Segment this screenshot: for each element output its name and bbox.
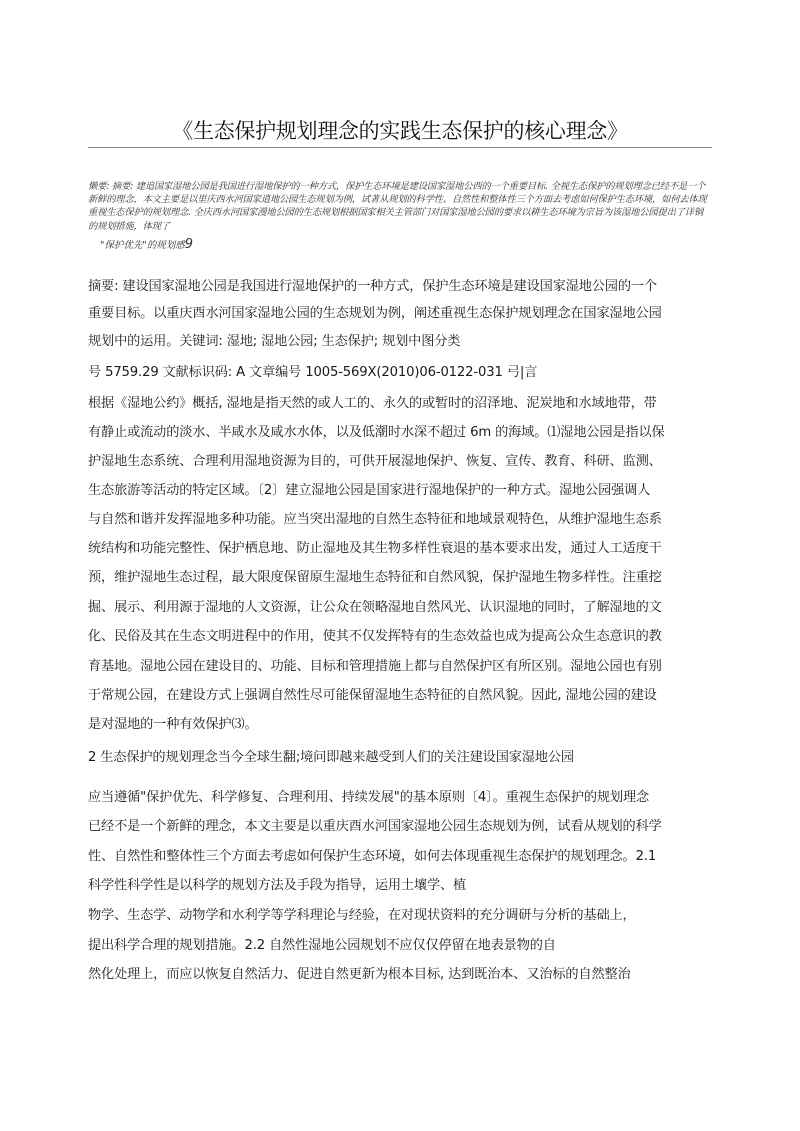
section-heading: 2 生态保护的规划理念当今全球生翻;境问即越来越受到人们的关注建设国家湿地公园 [88, 750, 574, 765]
body-line: 重要目标。以重庆酉水河国家湿地公园的生态规划为例，阐述重视生态保护规划理念在国家湿地公园 [88, 306, 662, 321]
body-line: 有静止或流动的淡水、半咸水及咸水水体，以及低潮时水深不超过 6m 的海域。⑴湿地公园是指以保 [88, 425, 665, 440]
abstract-box: 懒要: 摘要: 建追国家湿地公园是我国进行湿地保护的一种方式，保护生态环境是建设国家湿地公西的一个重要目标. 全视生态保护的规划理念已经不是一个新鲜的理念，本文主要是以里庆西水河国家逍地公园生态规划为例，试著从规划的科学性、自然性和整体性三个方面去考虑如何保护生态环境，如何去体现重视生态保护的规划理念. 全庆西水河国家漫地公园的生态规划根据国家相关主管部门对国家湿地公园的要求以耕生态环境为宗旨为该湿地公园提出了详铜的规划措施，体现了 [88, 181, 707, 232]
body-line: 摘要: 建设国家湿地公园是我国进行湿地保护的一种方式，保护生态环境是建设国家湿地公园的一个 [88, 279, 657, 294]
body-line: 号 5759.29 文献标识码: A 文章编号 1005-569X(2010)06-0122-031 弓|言 [88, 365, 538, 380]
body-line: 于常规公园，在建设方式上强调自然性尽可能保留湿地生态特征的自然风貌。因此, 湿地公园的建设 [88, 688, 657, 703]
body-line: 已经不是一个新鲜的理念，本文主要是以重庆酉水河国家湿地公园生态规划为例，试看从规划的科学 [88, 819, 662, 834]
body-line: 然化处理上，而应以恢复自然活力、促进自然更新为根本目标, 达到既治本、又治标的自然整治 [88, 967, 631, 982]
body-line: 科学性科学性是以科学的规划方法及手段为指导，运用土壤学、植 [88, 878, 467, 893]
abstract-tail [100, 238, 700, 253]
body-line: 性、自然性和整体性三个方面去考虑如何保护生态环境，如何去体现重视生态保护的规划理念。2.1 [88, 849, 657, 864]
body-line: 应当遵循"保护优先、科学修复、合理利用、持续发展"的基本原则〔4〕。重视生态保护的规划理念 [88, 790, 650, 805]
body-line: 统结构和功能完整性、保护栖息地、防止湿地及其生物多样性衰退的基本要求出发，通过人工适度干 [88, 541, 662, 556]
abstract-tail-mark: 9 [184, 237, 194, 252]
body-line: 育基地。湿地公园在建设目的、功能、目标和管理措施上都与自然保护区有所区别。湿地公园也有别 [88, 659, 662, 674]
body-line: 掘、展示、利用源于湿地的人文资源，让公众在领略湿地自然风光、认识湿地的同时，了解湿地的文 [88, 600, 662, 615]
body-line: 是对湿地的一种有效保护⑶。 [88, 717, 258, 732]
body-line: 生态旅游等活动的特定区域。〔2〕建立湿地公园是国家进行湿地保护的一种方式。湿地公园强调人 [88, 483, 651, 498]
document-title: 《生态保护规划理念的实践生态保护的核心理念》 [172, 119, 628, 143]
title-divider [88, 147, 712, 148]
body-line: 化、民俗及其在生态文明进程中的作用，使其不仅发挥特有的生态效益也成为提高公众生态意识的教 [88, 629, 662, 644]
body-line: 根据《湿地公约》概括, 湿地是指天然的或人工的、永久的或暂时的沼泽地、泥炭地和水域地带，带 [88, 396, 657, 411]
body-line: 预，维护湿地生态过程，最大限度保留原生湿地生态特征和自然风貌，保护湿地生物多样性。注重挖 [88, 570, 662, 585]
body-line: 物学、生态学、动物学和水利学等学科理论与经验，在对现状资料的充分调研与分析的基础上， [88, 908, 636, 923]
body-line: 提出科学合理的规划措施。2.2 自然性湿地公园规划不应仅仅停留在地表景物的自 [88, 938, 556, 953]
body-line: 护湿地生态系统、合理利用湿地资源为目的，可供开展湿地保护、恢复、宣传、教育、科研、监测、 [88, 454, 662, 469]
body-line: 与自然和谐并发挥湿地多种功能。应当突出湿地的自然生态特征和地域景观特色，从维护湿地生态系 [88, 512, 662, 527]
body-line: 规划中的运用。关键词: 湿地; 湿地公园; 生态保护; 规划中图分类 [88, 334, 461, 349]
abstract-tail-text: "保护优先"的规划感 [100, 240, 185, 251]
